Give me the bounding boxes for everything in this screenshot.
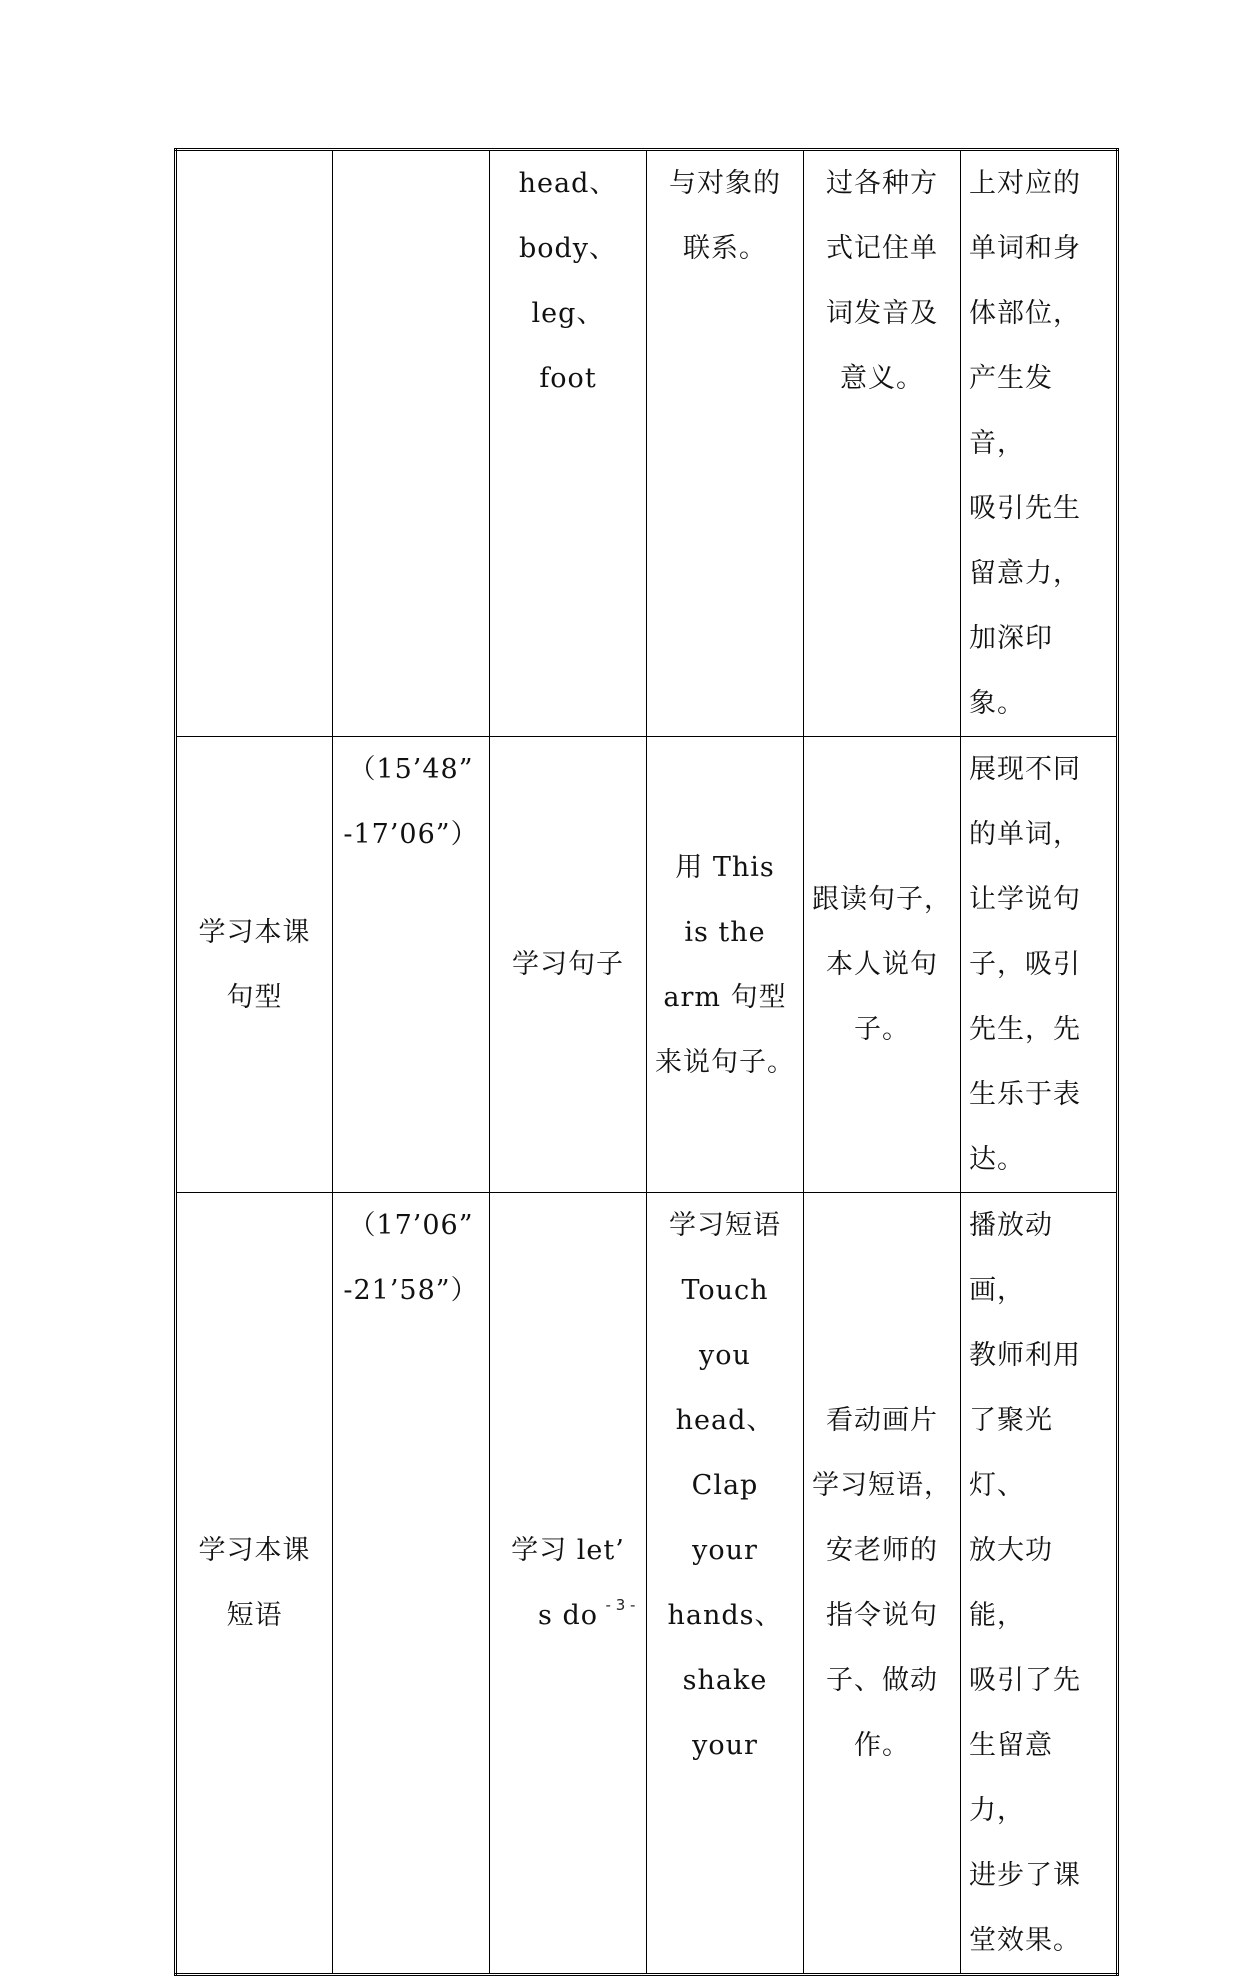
cell-text-line: 生乐于表: [969, 1079, 1081, 1110]
cell-text-line: 吸引先生: [969, 493, 1081, 524]
method-cell: [647, 737, 804, 1193]
cell-text-line: s do: [538, 1600, 598, 1631]
table-row: [176, 1193, 1118, 1975]
content-cell: [490, 737, 647, 1193]
cell-text-line: 词发音及: [826, 298, 938, 329]
cell-text-line: 来说句子。: [655, 1046, 795, 1078]
cell-text-line: 意义。: [840, 363, 924, 394]
student-activity-cell: [804, 737, 961, 1193]
cell-text-line: 作。: [854, 1730, 910, 1761]
cell-text-line: is the: [684, 916, 766, 948]
cell-text-line: 子、做动: [826, 1665, 938, 1696]
cell-text-line: 跟读句子，: [812, 884, 952, 915]
stage-cell: [176, 1193, 333, 1975]
cell-text-line: 吸引了先: [969, 1665, 1081, 1696]
cell-text-line: arm 句型: [663, 981, 787, 1013]
cell-text-line: 子，吸引: [969, 949, 1081, 980]
cell-text-line: -17’06”）: [343, 819, 479, 850]
cell-text-line: you head、: [675, 1340, 775, 1436]
cell-text-line: Clap: [691, 1470, 759, 1501]
cell-text-line: 教师利用: [969, 1340, 1081, 1371]
cell-text-line: （15’48”: [348, 754, 474, 785]
cell-text-line: 了聚光灯、: [969, 1405, 1053, 1501]
cell-text-line: 句型: [226, 981, 283, 1013]
cell-text-line: 先生，先: [969, 1014, 1081, 1045]
effect-cell: [961, 1193, 1118, 1975]
cell-text-line: 学习本课: [198, 916, 311, 948]
cell-text-line: 学习短语: [669, 1210, 781, 1241]
time-cell: [333, 1193, 490, 1975]
cell-text-line: 生留意力，: [969, 1730, 1053, 1826]
table-row: [176, 737, 1118, 1193]
cell-text-line: 学习 let’: [511, 1535, 625, 1566]
cell-text-line: 过各种方: [826, 168, 938, 199]
cell-text-line: 安老师的: [826, 1535, 938, 1566]
cell-text-line: 学习短语，: [812, 1470, 952, 1501]
lesson-plan-table: [174, 148, 1119, 1976]
stage-cell: [176, 150, 333, 737]
cell-text-line: 单词和身: [969, 233, 1081, 264]
cell-text-line: Touch: [681, 1275, 769, 1306]
cell-text-line: 达。: [969, 1144, 1025, 1175]
cell-text-line: 指令说句: [826, 1600, 938, 1631]
cell-text-line: 学习本课: [198, 1535, 311, 1566]
cell-text-line: body、leg、: [518, 233, 618, 329]
content-cell: [490, 1193, 647, 1975]
cell-text-line: 上对应的: [969, 168, 1081, 199]
cell-text-line: 进步了课: [969, 1860, 1081, 1891]
cell-text-line: your: [692, 1535, 758, 1566]
cell-text-line: 放大功能，: [969, 1535, 1053, 1631]
cell-text-line: foot: [539, 363, 597, 394]
effect-cell: [961, 150, 1118, 737]
method-cell: [647, 1193, 804, 1975]
cell-text-line: 式记住单: [826, 233, 938, 264]
cell-text-line: 短语: [226, 1600, 283, 1631]
cell-text-line: shake: [682, 1665, 768, 1696]
stage-cell: [176, 737, 333, 1193]
method-cell: [647, 150, 804, 737]
cell-text-line: head、: [518, 168, 618, 199]
cell-text-line: 的单词，: [969, 819, 1081, 850]
cell-text-line: 与对象的: [669, 168, 781, 199]
cell-text-line: 堂效果。: [969, 1925, 1081, 1956]
student-activity-cell: [804, 1193, 961, 1975]
page-number: - 3 -: [605, 1596, 636, 1614]
cell-text-line: 让学说句: [969, 884, 1081, 915]
cell-text-line: 加深印象。: [969, 623, 1053, 719]
time-cell: [333, 150, 490, 737]
cell-text-line: -21’58”）: [343, 1275, 479, 1306]
cell-text-line: 子。: [854, 1014, 910, 1045]
cell-text-line: 本人说句: [826, 949, 938, 980]
cell-text-line: 学习句子: [512, 949, 624, 980]
cell-text-line: 展现不同: [969, 754, 1081, 785]
cell-text-line: （17’06”: [348, 1210, 474, 1241]
content-cell: [490, 150, 647, 737]
cell-text-line: 用 This: [675, 851, 775, 883]
cell-text-line: your: [692, 1730, 758, 1761]
cell-text-line: 体部位，: [969, 298, 1081, 329]
student-activity-cell: [804, 150, 961, 737]
cell-text-line: 播放动画，: [969, 1210, 1053, 1306]
cell-text-line: 联系。: [683, 233, 767, 264]
cell-text-line: 产生发音，: [969, 363, 1053, 459]
cell-text-line: hands、: [667, 1600, 783, 1631]
cell-text-line: 留意力，: [969, 558, 1081, 589]
cell-text-line: 看动画片: [826, 1405, 938, 1436]
table-row: [176, 150, 1118, 737]
time-cell: [333, 737, 490, 1193]
effect-cell: [961, 737, 1118, 1193]
